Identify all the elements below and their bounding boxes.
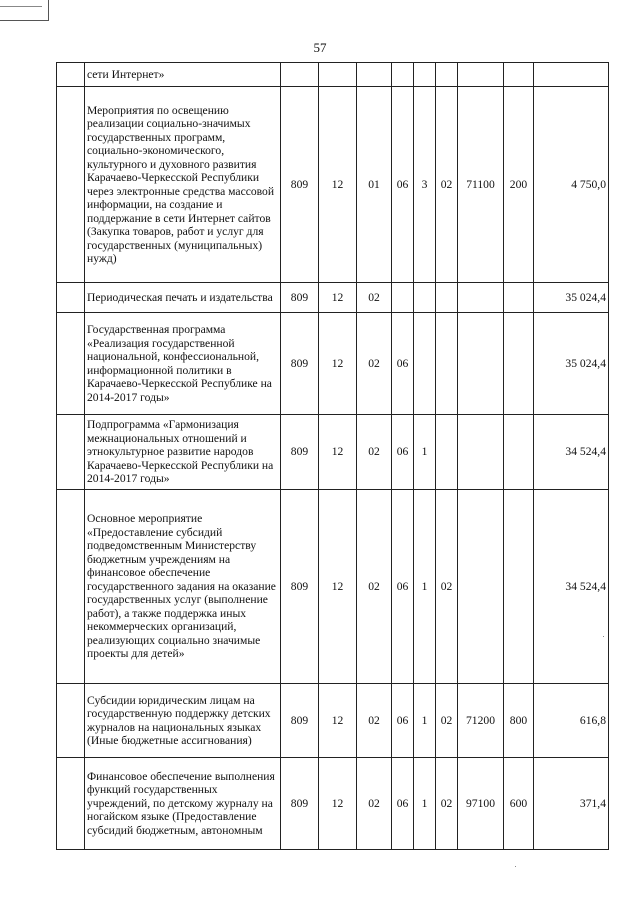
subprogram-code: 3 — [414, 87, 436, 283]
amount: 35 024,4 — [534, 283, 609, 313]
program-code: 06 — [392, 758, 414, 850]
activity-code: 02 — [436, 684, 458, 758]
subsection-code: 02 — [357, 758, 392, 850]
ministry-code: 809 — [281, 313, 319, 415]
subprogram-code: 1 — [414, 758, 436, 850]
activity-code: 02 — [436, 490, 458, 684]
row-margin-cell — [57, 490, 85, 684]
direction-code — [458, 63, 504, 87]
activity-code: 02 — [436, 87, 458, 283]
expense-type-code — [504, 490, 534, 684]
amount: 34 524,4 — [534, 415, 609, 490]
amount: 371,4 — [534, 758, 609, 850]
subprogram-code — [414, 313, 436, 415]
table-row — [57, 63, 609, 87]
row-margin-cell — [57, 87, 85, 283]
expense-type-code: 200 — [504, 87, 534, 283]
subprogram-code: 1 — [414, 684, 436, 758]
ministry-code — [281, 63, 319, 87]
expense-type-code — [504, 313, 534, 415]
ministry-code: 809 — [281, 415, 319, 490]
expense-type-code — [504, 283, 534, 313]
scan-crop-line — [0, 6, 42, 7]
subprogram-code — [414, 283, 436, 313]
budget-table — [56, 62, 609, 850]
subprogram-code: 1 — [414, 415, 436, 490]
direction-code: 71100 — [458, 87, 504, 283]
program-code — [392, 283, 414, 313]
expense-type-code — [504, 415, 534, 490]
amount: 35 024,4 — [534, 313, 609, 415]
section-code: 12 — [319, 758, 357, 850]
item-name: Периодическая печать и издательства — [85, 283, 281, 313]
activity-code — [436, 283, 458, 313]
ministry-code: 809 — [281, 87, 319, 283]
activity-code — [436, 63, 458, 87]
table-row — [57, 313, 609, 415]
expense-type-code: 600 — [504, 758, 534, 850]
program-code: 06 — [392, 313, 414, 415]
subsection-code: 02 — [357, 684, 392, 758]
item-name: сети Интернет» — [85, 63, 281, 87]
table-row — [57, 87, 609, 283]
row-margin-cell — [57, 313, 85, 415]
subsection-code: 01 — [357, 87, 392, 283]
amount: 4 750,0 — [534, 87, 609, 283]
row-margin-cell — [57, 684, 85, 758]
item-name: Основное мероприятие «Предоставление субсидий подведомственным Министерству бюджетным учреждениям на финансовое обеспечение государственного задания на оказание государственных услуг (выполнение работ), а также поддержка иных некоммерческих организаций, реализующих социально значимые проекты для детей» — [85, 490, 281, 684]
table-row — [57, 684, 609, 758]
amount: 616,8 — [534, 684, 609, 758]
table-row — [57, 283, 609, 313]
subprogram-code: 1 — [414, 490, 436, 684]
section-code — [319, 63, 357, 87]
row-margin-cell — [57, 63, 85, 87]
section-code: 12 — [319, 313, 357, 415]
scan-speck — [603, 636, 604, 637]
item-name: Финансовое обеспечение выполнения функций государственных учреждений, по детскому журналу на ногайском языке (Предоставление субсидий бюджетным, автономным — [85, 758, 281, 850]
row-margin-cell — [57, 283, 85, 313]
program-code: 06 — [392, 415, 414, 490]
direction-code — [458, 313, 504, 415]
page-number: 57 — [313, 40, 327, 55]
scan-crop-mark — [0, 0, 49, 21]
ministry-code: 809 — [281, 490, 319, 684]
expense-type-code: 800 — [504, 684, 534, 758]
section-code: 12 — [319, 415, 357, 490]
ministry-code: 809 — [281, 283, 319, 313]
program-code: 06 — [392, 490, 414, 684]
subprogram-code — [414, 63, 436, 87]
row-margin-cell — [57, 758, 85, 850]
item-name: Субсидии юридическим лицам на государственную поддержку детских журналов на национальных языках (Иные бюджетные ассигнования) — [85, 684, 281, 758]
program-code: 06 — [392, 87, 414, 283]
program-code: 06 — [392, 684, 414, 758]
amount — [534, 63, 609, 87]
direction-code — [458, 490, 504, 684]
section-code: 12 — [319, 283, 357, 313]
section-code: 12 — [319, 87, 357, 283]
row-margin-cell — [57, 415, 85, 490]
section-code: 12 — [319, 490, 357, 684]
table-row — [57, 490, 609, 684]
ministry-code: 809 — [281, 758, 319, 850]
subsection-code: 02 — [357, 490, 392, 684]
direction-code — [458, 283, 504, 313]
scan-speck — [515, 866, 516, 867]
subsection-code: 02 — [357, 415, 392, 490]
program-code — [392, 63, 414, 87]
direction-code: 71200 — [458, 684, 504, 758]
item-name: Государственная программа «Реализация государственной национальной, конфессиональной, информационной политики в Карачаево-Черкесской Республике на 2014-2017 годы» — [85, 313, 281, 415]
subsection-code: 02 — [357, 313, 392, 415]
direction-code — [458, 415, 504, 490]
section-code: 12 — [319, 684, 357, 758]
table-row — [57, 758, 609, 850]
direction-code: 97100 — [458, 758, 504, 850]
subsection-code: 02 — [357, 283, 392, 313]
item-name: Мероприятия по освещению реализации социально-значимых государственных программ, социально-экономического, культурного и духовного развития Карачаево-Черкесской Республики через электронные средства массовой информации, на создание и поддержание в сети Интернет сайтов (Закупка товаров, работ и услуг для государственных (муниципальных) нужд) — [85, 87, 281, 283]
ministry-code: 809 — [281, 684, 319, 758]
item-name: Подпрограмма «Гармонизация межнациональных отношений и этнокультурное развитие народов Карачаево-Черкесской Республики на 2014-2017 годы» — [85, 415, 281, 490]
amount: 34 524,4 — [534, 490, 609, 684]
activity-code — [436, 313, 458, 415]
table-row — [57, 415, 609, 490]
expense-type-code — [504, 63, 534, 87]
activity-code: 02 — [436, 758, 458, 850]
subsection-code — [357, 63, 392, 87]
activity-code — [436, 415, 458, 490]
